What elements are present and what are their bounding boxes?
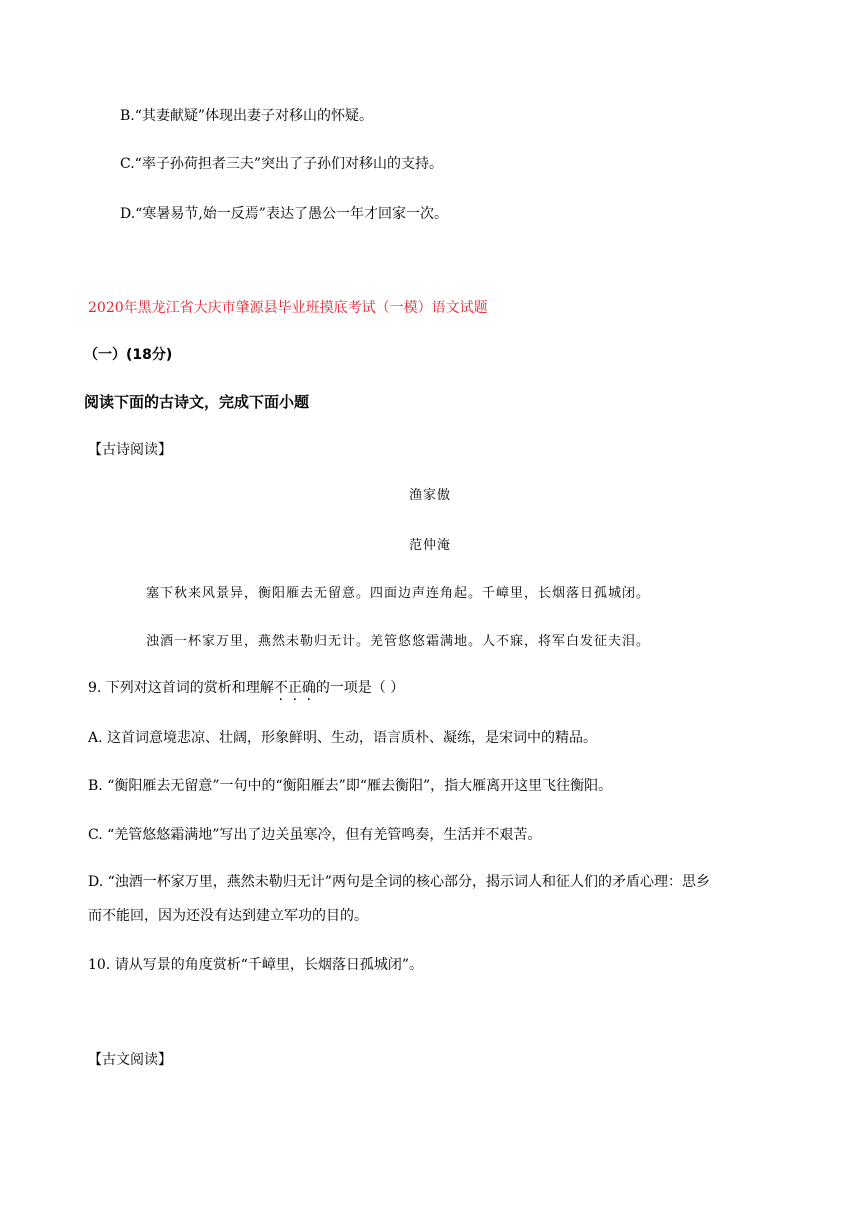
exam-title: 2020年黑龙江省大庆市肇源县毕业班摸底考试（一模）语文试题	[88, 300, 488, 316]
q9-suffix: 的一项是（ ）	[315, 680, 405, 696]
instruction: 阅读下面的古诗文，完成下面小题	[84, 393, 310, 411]
q9-emph-1: 不	[273, 680, 288, 696]
question-9-stem	[88, 678, 404, 698]
question-10: 10. 请从写景的角度赏析“千嶂里，长烟落日孤城闭”。	[88, 957, 424, 973]
q9-option-d: D. “浊酒一杯家万里，燕然未勒归无计”两句是全词的核心部分，揭示词人和征人们的矛盾心理：思乡	[88, 874, 710, 890]
poem-author: 范仲淹	[408, 538, 451, 553]
prose-section-heading: 【古文阅读】	[88, 1052, 172, 1068]
q9-option-d-cont: 而不能回，因为还没有达到建立军功的目的。	[88, 908, 368, 924]
q9-option-b: B. “衡阳雁去无留意”一句中的“衡阳雁去”即“雁去衡阳”，指大雁离开这里飞往衡阳。	[88, 778, 613, 794]
q9-emph-3: 确	[301, 680, 316, 696]
q9-emph-2: 正	[287, 680, 302, 696]
q9-option-a: A. 这首词意境悲凉、壮阔，形象鲜明、生动，语言质朴、凝练，是宋词中的精品。	[88, 730, 598, 746]
prev-option-d: D.“寒暑易节,始一反焉”表达了愚公一年才回家一次。	[120, 206, 448, 222]
q9-prefix: 9. 下列对这首词的赏析和理解	[88, 680, 274, 696]
prev-option-b: B.“其妻献疑”体现出妻子对移山的怀疑。	[120, 108, 374, 124]
poem-line-2: 浊酒一杯家万里，燕然未勒归无计。羌管悠悠霜满地。人不寐，将军白发征夫泪。	[146, 634, 651, 649]
section-label: （一）(18分)	[84, 347, 173, 363]
prev-option-c: C.“率子孙荷担者三夫”突出了子孙们对移山的支持。	[120, 156, 443, 172]
poem-section-heading: 【古诗阅读】	[88, 442, 172, 458]
poem-title: 渔家傲	[408, 488, 451, 503]
q9-option-c: C. “羌管悠悠霜满地”写出了边关虽寒冷，但有羌管鸣奏，生活并不艰苦。	[88, 827, 542, 843]
poem-line-1: 塞下秋来风景异，衡阳雁去无留意。四面边声连角起。千嶂里，长烟落日孤城闭。	[146, 586, 651, 601]
